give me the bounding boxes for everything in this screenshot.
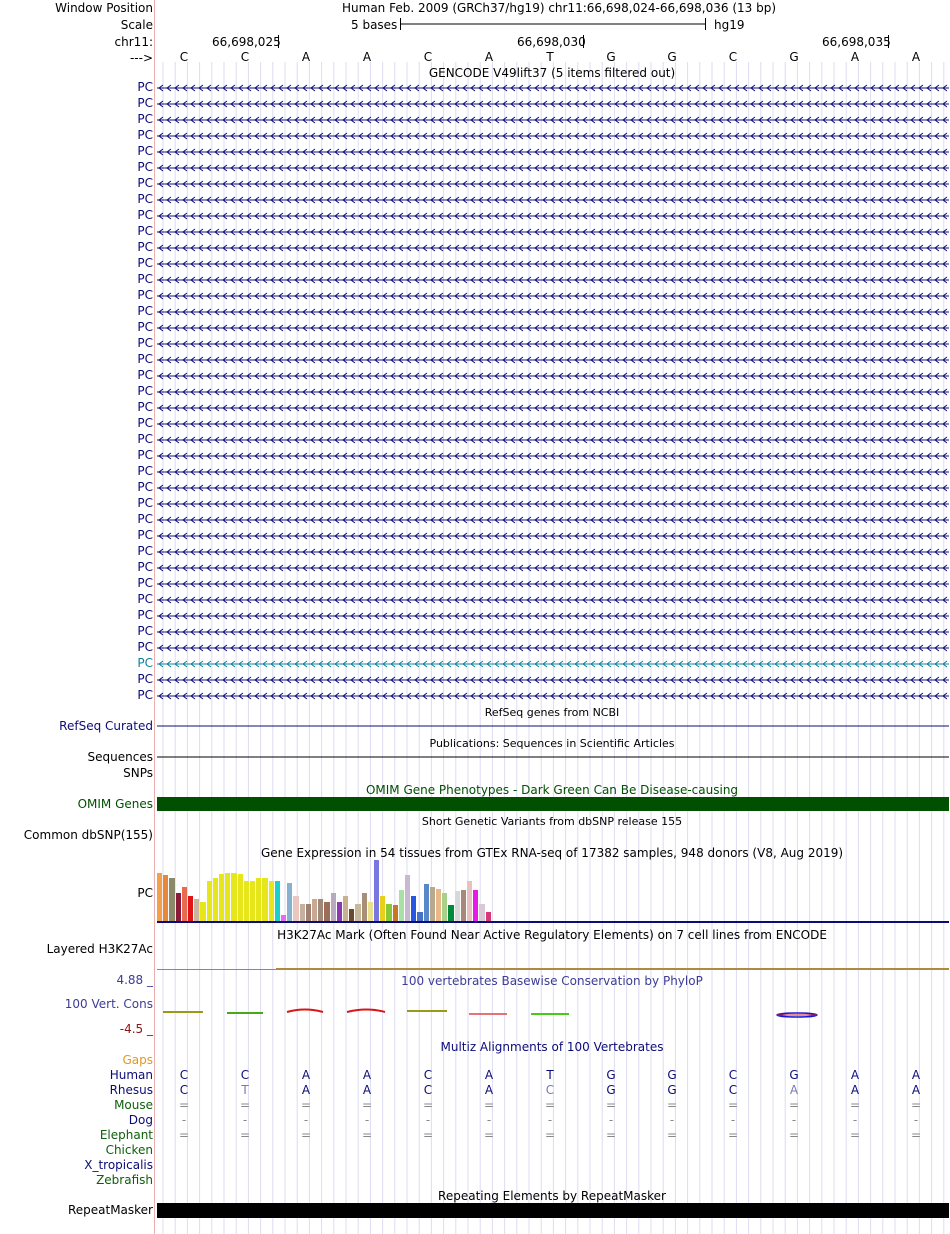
gencode-transcript[interactable] bbox=[157, 627, 949, 637]
gencode-transcript[interactable] bbox=[157, 435, 949, 445]
gtex-tissue-bar[interactable] bbox=[411, 896, 416, 921]
gencode-transcript[interactable] bbox=[157, 99, 949, 109]
base-letter: T bbox=[546, 50, 554, 64]
gencode-row-label[interactable]: PC bbox=[137, 464, 153, 478]
alignment-base: - bbox=[181, 1113, 187, 1127]
gtex-tissue-bar[interactable] bbox=[213, 878, 218, 921]
alignment-base: - bbox=[730, 1113, 736, 1127]
gtex-tissue-bar[interactable] bbox=[324, 902, 329, 921]
gencode-transcript[interactable] bbox=[157, 115, 949, 125]
alignment-base: - bbox=[242, 1113, 248, 1127]
alignment-base: - bbox=[669, 1113, 675, 1127]
gencode-row-label[interactable]: PC bbox=[137, 576, 153, 590]
gtex-tissue-bar[interactable] bbox=[194, 899, 199, 921]
gtex-tissue-bar[interactable] bbox=[182, 887, 187, 921]
gtex-tissue-bar[interactable] bbox=[312, 899, 317, 921]
multiz-track-title[interactable]: Multiz Alignments of 100 Vertebrates bbox=[440, 1040, 664, 1054]
gencode-transcript[interactable] bbox=[157, 563, 949, 573]
species-label[interactable]: Mouse bbox=[114, 1098, 153, 1112]
gencode-row-label[interactable]: PC bbox=[137, 640, 153, 654]
gencode-transcript[interactable] bbox=[157, 467, 949, 477]
scale-text: 5 bases bbox=[351, 18, 398, 32]
species-label[interactable]: Dog bbox=[128, 1113, 153, 1127]
gencode-row-label[interactable]: PC bbox=[137, 432, 153, 446]
ruler-tick-label: 66,698,030 bbox=[517, 35, 586, 49]
alignment-base: = bbox=[910, 1128, 922, 1142]
gencode-transcript[interactable] bbox=[157, 307, 949, 317]
gencode-row-label[interactable]: PC bbox=[137, 656, 153, 670]
species-label[interactable]: X_tropicalis bbox=[84, 1158, 153, 1172]
species-label[interactable]: Chicken bbox=[105, 1143, 153, 1157]
alignment-base: = bbox=[849, 1098, 861, 1112]
gtex-tissue-bar[interactable] bbox=[331, 893, 336, 921]
alignment-base: = bbox=[666, 1098, 678, 1112]
gtex-tissue-bar[interactable] bbox=[461, 890, 466, 921]
gencode-transcript[interactable] bbox=[157, 659, 949, 669]
gencode-row-label[interactable]: PC bbox=[137, 416, 153, 430]
alignment-base: = bbox=[544, 1128, 556, 1142]
gtex-tissue-bar[interactable] bbox=[269, 881, 274, 921]
gencode-track-title[interactable]: GENCODE V49lift37 (5 items filtered out) bbox=[428, 66, 676, 80]
gencode-transcript[interactable] bbox=[157, 595, 949, 605]
gtex-tissue-bar[interactable] bbox=[442, 893, 447, 921]
gtex-tissue-bar[interactable] bbox=[169, 878, 174, 921]
gtex-tissue-bar[interactable] bbox=[250, 881, 255, 921]
alignment-base: A bbox=[484, 1068, 494, 1082]
gencode-transcript[interactable] bbox=[157, 483, 949, 493]
gencode-row-label[interactable]: PC bbox=[137, 80, 153, 94]
gtex-tissue-bar[interactable] bbox=[238, 874, 243, 921]
gtex-track-title[interactable]: Gene Expression in 54 tissues from GTEx RNA-seq of 17382 samples, 948 donors (V8, Aug 2019) bbox=[260, 846, 844, 860]
alignment-base: A bbox=[362, 1068, 372, 1082]
gencode-transcript[interactable] bbox=[157, 531, 949, 541]
alignment-base: - bbox=[425, 1113, 431, 1127]
base-letter: G bbox=[667, 50, 677, 64]
alignment-base: = bbox=[178, 1098, 190, 1112]
alignment-base: C bbox=[179, 1068, 189, 1082]
gencode-transcript[interactable] bbox=[157, 451, 949, 461]
gtex-tissue-bar[interactable] bbox=[300, 904, 305, 921]
gencode-row-label[interactable]: PC bbox=[137, 176, 153, 190]
gtex-tissue-bar[interactable] bbox=[231, 873, 236, 921]
gtex-tissue-bar[interactable] bbox=[337, 902, 342, 921]
alignment-base: - bbox=[791, 1113, 797, 1127]
alignment-base: C bbox=[240, 1068, 250, 1082]
alignment-base: = bbox=[483, 1098, 495, 1112]
alignment-base: = bbox=[849, 1128, 861, 1142]
alignment-base: A bbox=[911, 1068, 921, 1082]
gencode-transcript[interactable] bbox=[157, 147, 949, 157]
gtex-tissue-bar[interactable] bbox=[355, 904, 360, 921]
gtex-tissue-bar[interactable] bbox=[405, 875, 410, 921]
alignment-base: A bbox=[484, 1083, 494, 1097]
alignment-base: - bbox=[547, 1113, 553, 1127]
alignment-base: G bbox=[606, 1068, 616, 1082]
phylop-track-title[interactable]: 100 vertebrates Basewise Conservation by PhyloP bbox=[401, 974, 703, 988]
alignment-base: - bbox=[364, 1113, 370, 1127]
alignment-base: A bbox=[362, 1083, 372, 1097]
phylop-track-label[interactable]: 100 Vert. Cons bbox=[64, 997, 153, 1011]
gtex-tissue-bar[interactable] bbox=[374, 860, 379, 921]
gencode-transcript[interactable] bbox=[157, 675, 949, 685]
gencode-transcript[interactable] bbox=[157, 179, 949, 189]
gencode-transcript[interactable] bbox=[157, 291, 949, 301]
alignment-base: = bbox=[483, 1128, 495, 1142]
gtex-tissue-bar[interactable] bbox=[368, 902, 373, 921]
gencode-transcript[interactable] bbox=[157, 691, 949, 701]
gencode-row-label[interactable]: PC bbox=[137, 672, 153, 686]
alignment-base: G bbox=[667, 1068, 677, 1082]
base-letter: C bbox=[240, 50, 250, 64]
gaps-label: Gaps bbox=[122, 1053, 153, 1067]
phylop-min-label: -4.5 _ bbox=[119, 1022, 153, 1036]
gtex-tissue-bar[interactable] bbox=[380, 896, 385, 921]
publications-track-title[interactable]: Publications: Sequences in Scientific Articles bbox=[429, 737, 675, 750]
base-letter: A bbox=[362, 50, 372, 64]
species-label[interactable]: Rhesus bbox=[109, 1083, 153, 1097]
alignment-base: G bbox=[606, 1083, 616, 1097]
gtex-tissue-bar[interactable] bbox=[225, 873, 230, 921]
gencode-transcript[interactable] bbox=[157, 259, 949, 269]
alignment-base: A bbox=[911, 1083, 921, 1097]
gtex-tissue-bar[interactable] bbox=[200, 902, 205, 921]
alignment-base: = bbox=[788, 1098, 800, 1112]
alignment-base: G bbox=[789, 1068, 799, 1082]
gencode-row-label[interactable]: PC bbox=[137, 336, 153, 350]
alignment-base: - bbox=[608, 1113, 614, 1127]
gencode-row-label[interactable]: PC bbox=[137, 192, 153, 206]
base-letter: C bbox=[728, 50, 738, 64]
dbsnp-track-label[interactable]: Common dbSNP(155) bbox=[23, 828, 153, 842]
alignment-base: = bbox=[605, 1098, 617, 1112]
window-position-label: Window Position bbox=[55, 1, 153, 15]
gtex-tissue-bar[interactable] bbox=[424, 884, 429, 921]
gencode-row-label[interactable]: PC bbox=[137, 608, 153, 622]
alignment-base: = bbox=[239, 1098, 251, 1112]
gencode-row-label[interactable]: PC bbox=[137, 240, 153, 254]
alignment-base: T bbox=[241, 1083, 249, 1097]
gencode-transcript[interactable] bbox=[157, 579, 949, 589]
gencode-row-label[interactable]: PC bbox=[137, 320, 153, 334]
alignment-base: C bbox=[728, 1068, 738, 1082]
gtex-tissue-bar[interactable] bbox=[293, 896, 298, 921]
gencode-transcript[interactable] bbox=[157, 611, 949, 621]
gencode-transcript[interactable] bbox=[157, 323, 949, 333]
alignment-base: G bbox=[667, 1083, 677, 1097]
gencode-transcript[interactable] bbox=[157, 515, 949, 525]
gencode-transcript[interactable] bbox=[157, 163, 949, 173]
alignment-base: = bbox=[788, 1128, 800, 1142]
base-letter: A bbox=[850, 50, 860, 64]
gencode-transcript[interactable] bbox=[157, 643, 949, 653]
alignment-base: = bbox=[361, 1098, 373, 1112]
publications-track-label[interactable]: Sequences bbox=[87, 750, 153, 764]
species-label[interactable]: Elephant bbox=[99, 1128, 153, 1142]
gencode-transcript[interactable] bbox=[157, 371, 949, 381]
gencode-row-label[interactable]: PC bbox=[137, 352, 153, 366]
gtex-tissue-bar[interactable] bbox=[244, 881, 249, 921]
gencode-row-label[interactable]: PC bbox=[137, 160, 153, 174]
gtex-tissue-bar[interactable] bbox=[417, 912, 422, 921]
species-label[interactable]: Human bbox=[109, 1068, 153, 1082]
gencode-row-label[interactable]: PC bbox=[137, 592, 153, 606]
gencode-transcript[interactable] bbox=[157, 227, 949, 237]
assembly-position-text: Human Feb. 2009 (GRCh37/hg19) chr11:66,698,024-66,698,036 (13 bp) bbox=[342, 1, 777, 15]
gencode-row-label[interactable]: PC bbox=[137, 208, 153, 222]
gencode-row-label[interactable]: PC bbox=[137, 496, 153, 510]
gencode-transcript[interactable] bbox=[157, 131, 949, 141]
gtex-tissue-bar[interactable] bbox=[163, 875, 168, 921]
gtex-tissue-bar[interactable] bbox=[399, 890, 404, 921]
db-text: hg19 bbox=[714, 18, 745, 32]
gencode-transcript[interactable] bbox=[157, 499, 949, 509]
gencode-row-label[interactable]: PC bbox=[137, 512, 153, 526]
omim-track-title[interactable]: OMIM Gene Phenotypes - Dark Green Can Be Disease-causing bbox=[365, 783, 739, 797]
gtex-tissue-bar[interactable] bbox=[275, 881, 280, 921]
gtex-tissue-bar[interactable] bbox=[430, 887, 435, 921]
gencode-row-label[interactable]: PC bbox=[137, 560, 153, 574]
repeatmasker-track-label[interactable]: RepeatMasker bbox=[67, 1203, 153, 1217]
gencode-transcript[interactable] bbox=[157, 355, 949, 365]
gencode-row-label[interactable]: PC bbox=[137, 144, 153, 158]
gtex-tissue-bar[interactable] bbox=[436, 889, 441, 921]
alignment-base: C bbox=[179, 1083, 189, 1097]
gencode-row-label[interactable]: PC bbox=[137, 400, 153, 414]
gtex-tissue-bar[interactable] bbox=[188, 896, 193, 921]
gencode-transcript[interactable] bbox=[157, 339, 949, 349]
gtex-tissue-bar[interactable] bbox=[318, 899, 323, 921]
alignment-base: = bbox=[544, 1098, 556, 1112]
alignment-base: C bbox=[423, 1068, 433, 1082]
alignment-base: = bbox=[239, 1128, 251, 1142]
gencode-row-label[interactable]: PC bbox=[137, 528, 153, 542]
base-letter: G bbox=[789, 50, 799, 64]
refseq-track-title[interactable]: RefSeq genes from NCBI bbox=[484, 706, 620, 719]
gencode-row-label[interactable]: PC bbox=[137, 448, 153, 462]
alignment-base: = bbox=[727, 1098, 739, 1112]
gtex-tissue-bar[interactable] bbox=[386, 904, 391, 921]
refseq-track-label[interactable]: RefSeq Curated bbox=[59, 719, 153, 733]
gencode-row-label[interactable]: PC bbox=[137, 128, 153, 142]
gtex-baseline bbox=[157, 921, 949, 923]
gencode-transcript[interactable] bbox=[157, 419, 949, 429]
alignment-base: = bbox=[727, 1128, 739, 1142]
alignment-base: = bbox=[300, 1128, 312, 1142]
gtex-tissue-bar[interactable] bbox=[467, 881, 472, 921]
gencode-transcript[interactable] bbox=[157, 243, 949, 253]
gtex-tissue-bar[interactable] bbox=[479, 904, 484, 921]
alignment-base: C bbox=[423, 1083, 433, 1097]
alignment-base: A bbox=[789, 1083, 799, 1097]
gtex-tissue-bar[interactable] bbox=[343, 896, 348, 921]
alignment-base: = bbox=[910, 1098, 922, 1112]
alignment-base: = bbox=[666, 1128, 678, 1142]
gencode-row-label[interactable]: PC bbox=[137, 256, 153, 270]
h3k27ac-signal-layer bbox=[276, 968, 949, 970]
base-letter: A bbox=[301, 50, 311, 64]
gencode-row-label[interactable]: PC bbox=[137, 96, 153, 110]
alignment-base: A bbox=[301, 1083, 311, 1097]
gencode-row-label[interactable]: PC bbox=[137, 480, 153, 494]
gtex-tissue-bar[interactable] bbox=[287, 883, 292, 921]
gencode-row-label[interactable]: PC bbox=[137, 304, 153, 318]
alignment-base: = bbox=[422, 1098, 434, 1112]
gtex-tissue-bar[interactable] bbox=[448, 905, 453, 921]
gencode-transcript[interactable] bbox=[157, 211, 949, 221]
alignment-base: = bbox=[361, 1128, 373, 1142]
base-letter: A bbox=[911, 50, 921, 64]
alignment-base: = bbox=[178, 1128, 190, 1142]
gencode-transcript[interactable] bbox=[157, 403, 949, 413]
gtex-tissue-bar[interactable] bbox=[176, 893, 181, 921]
scale-label: Scale bbox=[120, 18, 153, 32]
ruler-tick-label: 66,698,025 bbox=[212, 35, 281, 49]
gencode-transcript[interactable] bbox=[157, 387, 949, 397]
alignment-base: T bbox=[546, 1068, 554, 1082]
gtex-track-label[interactable]: PC bbox=[137, 886, 153, 900]
base-letter: C bbox=[179, 50, 189, 64]
strand-label: ---> bbox=[129, 51, 153, 65]
base-letter: G bbox=[606, 50, 616, 64]
omim-feature-bar[interactable] bbox=[157, 797, 949, 811]
species-label[interactable]: Zebrafish bbox=[96, 1173, 153, 1187]
alignment-base: = bbox=[300, 1098, 312, 1112]
alignment-base: - bbox=[303, 1113, 309, 1127]
gtex-tissue-bar[interactable] bbox=[262, 878, 267, 921]
alignment-base: = bbox=[422, 1128, 434, 1142]
gencode-transcript[interactable] bbox=[157, 275, 949, 285]
gtex-tissue-bar[interactable] bbox=[486, 912, 491, 921]
gencode-row-label[interactable]: PC bbox=[137, 368, 153, 382]
gtex-tissue-bar[interactable] bbox=[455, 891, 460, 921]
snps-label[interactable]: SNPs bbox=[123, 766, 153, 780]
gencode-transcript[interactable] bbox=[157, 547, 949, 557]
gtex-tissue-bar[interactable] bbox=[256, 878, 261, 921]
alignment-base: C bbox=[728, 1083, 738, 1097]
gtex-tissue-bar[interactable] bbox=[306, 904, 311, 921]
gtex-tissue-bar[interactable] bbox=[157, 873, 162, 921]
gencode-row-label[interactable]: PC bbox=[137, 624, 153, 638]
repeatmasker-track-title[interactable]: Repeating Elements by RepeatMasker bbox=[438, 1189, 666, 1203]
gtex-tissue-bar[interactable] bbox=[349, 909, 354, 921]
gencode-row-label[interactable]: PC bbox=[137, 688, 153, 702]
alignment-base: A bbox=[850, 1083, 860, 1097]
alignment-base: A bbox=[850, 1068, 860, 1082]
omim-track-label[interactable]: OMIM Genes bbox=[77, 797, 153, 811]
ruler-tick-label: 66,698,035 bbox=[822, 35, 891, 49]
alignment-base: A bbox=[301, 1068, 311, 1082]
gencode-row-label[interactable]: PC bbox=[137, 544, 153, 558]
phylop-signal bbox=[157, 1004, 949, 1022]
dbsnp-track-title[interactable]: Short Genetic Variants from dbSNP release 155 bbox=[421, 815, 683, 828]
gtex-tissue-bar[interactable] bbox=[207, 881, 212, 921]
gtex-tissue-bar[interactable] bbox=[219, 874, 224, 921]
gencode-row-label[interactable]: PC bbox=[137, 288, 153, 302]
gencode-transcript[interactable] bbox=[157, 195, 949, 205]
base-letter: C bbox=[423, 50, 433, 64]
base-letter: A bbox=[484, 50, 494, 64]
phylop-max-label: 4.88 _ bbox=[116, 973, 153, 987]
gencode-row-label[interactable]: PC bbox=[137, 384, 153, 398]
gencode-row-label[interactable]: PC bbox=[137, 224, 153, 238]
gencode-transcript[interactable] bbox=[157, 83, 949, 93]
repeatmasker-feature-bar[interactable] bbox=[157, 1203, 949, 1218]
alignment-base: - bbox=[913, 1113, 919, 1127]
alignment-base: - bbox=[852, 1113, 858, 1127]
alignment-base: C bbox=[545, 1083, 555, 1097]
chrom-label: chr11: bbox=[114, 35, 153, 49]
alignment-base: - bbox=[486, 1113, 492, 1127]
gencode-row-label[interactable]: PC bbox=[137, 272, 153, 286]
alignment-base: = bbox=[605, 1128, 617, 1142]
gtex-tissue-bar[interactable] bbox=[473, 890, 478, 921]
h3k27ac-track-title[interactable]: H3K27Ac Mark (Often Found Near Active Regulatory Elements) on 7 cell lines from ENCODE bbox=[277, 928, 827, 942]
gencode-row-label[interactable]: PC bbox=[137, 112, 153, 126]
gtex-tissue-bar[interactable] bbox=[393, 905, 398, 921]
gtex-tissue-bar[interactable] bbox=[362, 893, 367, 921]
h3k27ac-track-label[interactable]: Layered H3K27Ac bbox=[46, 942, 153, 956]
